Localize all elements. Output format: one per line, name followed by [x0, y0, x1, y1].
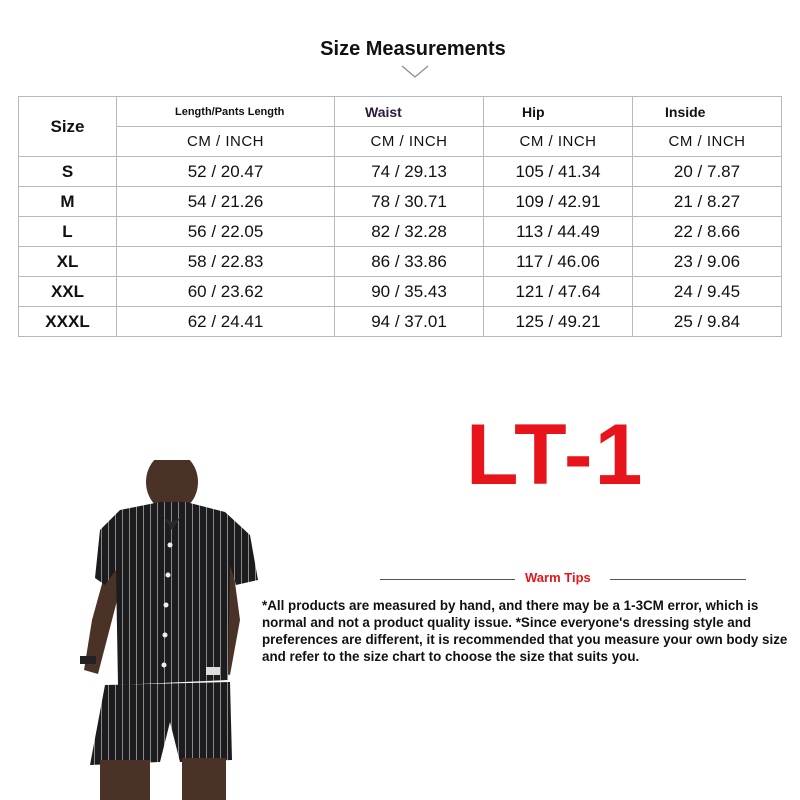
hip-cell: 117 / 46.06: [484, 247, 633, 277]
product-code: LT-1: [466, 407, 645, 503]
column-header-waist: Waist: [335, 97, 484, 127]
hip-cell: 105 / 41.34: [484, 157, 633, 187]
waist-cell: 94 / 37.01: [335, 307, 484, 337]
inside-cell: 24 / 9.45: [633, 277, 782, 307]
length-cell: 52 / 20.47: [117, 157, 335, 187]
table-row: [19, 277, 782, 307]
waist-cell: 78 / 30.71: [335, 187, 484, 217]
hip-cell: 121 / 47.64: [484, 277, 633, 307]
unit-label: CM / INCH: [633, 127, 782, 157]
inside-cell: 23 / 9.06: [633, 247, 782, 277]
waist-cell: 86 / 33.86: [335, 247, 484, 277]
inside-cell: 20 / 7.87: [633, 157, 782, 187]
waist-cell: 74 / 29.13: [335, 157, 484, 187]
size-cell: L: [19, 217, 117, 247]
table-row: [19, 217, 782, 247]
hip-cell: 125 / 49.21: [484, 307, 633, 337]
warm-tips-label: Warm Tips: [525, 570, 591, 585]
length-cell: 54 / 21.26: [117, 187, 335, 217]
divider-left: [380, 579, 515, 580]
size-cell: S: [19, 157, 117, 187]
warm-tips-text: *All products are measured by hand, and there may be a 1-3CM error, which is normal and not a product quality issue. *Since everyone's dressing style and preferences are different, it is recommended that you measure your own body size and refer to the size chart to choose the size that suits you.: [262, 598, 788, 664]
size-cell: M: [19, 187, 117, 217]
length-cell: 62 / 24.41: [117, 307, 335, 337]
length-cell: 56 / 22.05: [117, 217, 335, 247]
page-title: Size Measurements: [320, 38, 506, 60]
divider-right: [610, 579, 746, 580]
unit-header-row: [19, 127, 782, 157]
table-header-row: [19, 97, 782, 127]
table-row: [19, 187, 782, 217]
unit-label: CM / INCH: [484, 127, 633, 157]
waist-cell: 82 / 32.28: [335, 217, 484, 247]
size-column-header: Size: [19, 97, 117, 157]
unit-label: CM / INCH: [117, 127, 335, 157]
model-photo: [0, 460, 262, 800]
column-header-hip: Hip: [484, 97, 633, 127]
size-cell: XXXL: [19, 307, 117, 337]
table-row: [19, 307, 782, 337]
hip-cell: 113 / 44.49: [484, 217, 633, 247]
length-cell: 58 / 22.83: [117, 247, 335, 277]
waist-cell: 90 / 35.43: [335, 277, 484, 307]
inside-cell: 22 / 8.66: [633, 217, 782, 247]
unit-label: CM / INCH: [335, 127, 484, 157]
table-row: [19, 157, 782, 187]
column-header-length: Length/Pants Length: [117, 97, 335, 127]
chevron-down-icon: [400, 62, 430, 80]
table-row: [19, 247, 782, 277]
size-cell: XXL: [19, 277, 117, 307]
length-cell: 60 / 23.62: [117, 277, 335, 307]
inside-cell: 25 / 9.84: [633, 307, 782, 337]
column-header-inside: Inside: [633, 97, 782, 127]
inside-cell: 21 / 8.27: [633, 187, 782, 217]
size-cell: XL: [19, 247, 117, 277]
hip-cell: 109 / 42.91: [484, 187, 633, 217]
size-table: [18, 96, 782, 337]
